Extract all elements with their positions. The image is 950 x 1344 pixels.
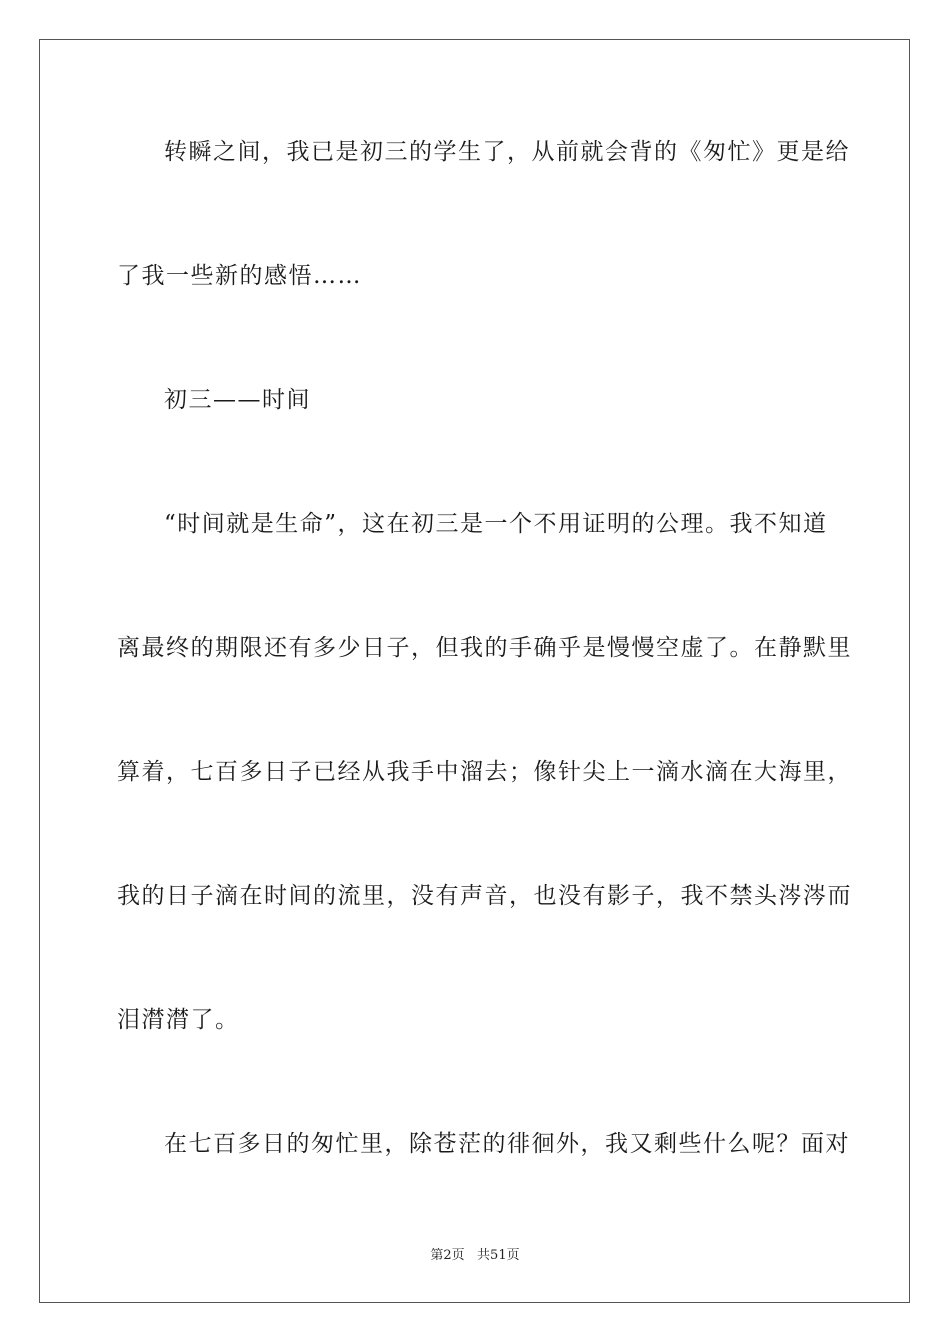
paragraph-1-line-2: 了我一些新的感悟……	[117, 263, 362, 289]
paragraph-3-line-3: 算着，七百多日子已经从我手中溜去；像针尖上一滴水滴在大海里，	[117, 759, 852, 785]
paragraph-3-line-2: 离最终的期限还有多少日子，但我的手确乎是慢慢空虚了。在静默里	[117, 635, 852, 661]
page-number-footer: 第2页 共51页	[430, 1248, 520, 1263]
paragraph-4-line-1: 在七百多日的匆忙里，除苍茫的徘徊外，我又剩些什么呢？面对	[164, 1131, 850, 1157]
paragraph-3-line-4: 我的日子滴在时间的流里，没有声音，也没有影子，我不禁头涔涔而	[117, 883, 852, 909]
section-heading: 初三——时间	[164, 387, 311, 413]
paragraph-3-line-5: 泪潸潸了。	[117, 1007, 240, 1033]
page-border	[39, 39, 910, 1303]
paragraph-3-line-1: “时间就是生命”，这在初三是一个不用证明的公理。我不知道	[164, 511, 828, 537]
paragraph-1-line-1: 转瞬之间，我已是初三的学生了，从前就会背的《匆忙》更是给	[164, 139, 850, 165]
